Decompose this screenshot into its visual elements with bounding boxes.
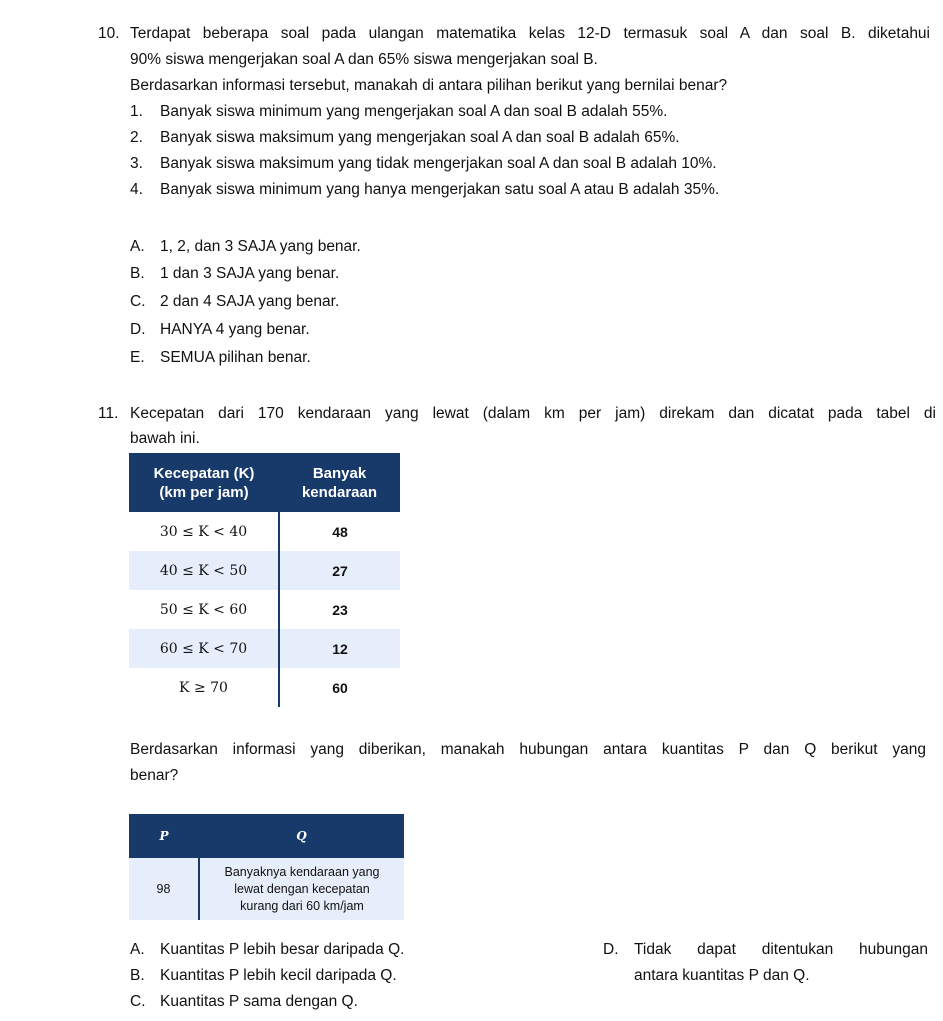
q10-statement: Banyak siswa maksimum yang mengerjakan soal A dan soal B adalah 65%.	[160, 129, 680, 146]
q10-statement-number: 4.	[130, 181, 143, 198]
q-description-line-3: kurang dari 60 km/jam	[240, 898, 364, 913]
q10-statement-number: 1.	[130, 103, 143, 120]
q11-option-b[interactable]: Kuantitas P lebih kecil daripada Q.	[160, 967, 397, 984]
q10-option-c[interactable]: 2 dan 4 SAJA yang benar.	[160, 293, 340, 310]
q10-option-letter: D.	[130, 321, 146, 338]
speed-header-line-2: (km per jam)	[159, 483, 249, 501]
q10-stem-line-2: 90% siswa mengerjakan soal A dan 65% siswa mengerjakan soal B.	[130, 51, 598, 68]
q-description-line-1: Banyaknya kendaraan yang	[224, 864, 380, 879]
table-row	[129, 668, 400, 707]
q11-option-letter: C.	[130, 993, 146, 1010]
vehicle-count-cell: 60	[332, 679, 348, 696]
p-value-cell: 98	[129, 858, 199, 920]
table-row	[129, 590, 400, 629]
q10-option-letter: A.	[130, 238, 145, 255]
vehicle-count-cell: 12	[279, 629, 400, 668]
q10-stem-line-3: Berdasarkan informasi tersebut, manakah di antara pilihan berikut yang bernilai benar?	[130, 77, 728, 94]
q11-stem-line-1: Kecepatan dari 170 kendaraan yang lewat (dalam km per jam) direkam dan dicatat pada tabel di	[130, 405, 936, 422]
speed-header-line-1: Kecepatan (K)	[153, 464, 255, 482]
table-row	[129, 858, 404, 920]
speed-range-cell: K ≥ 70	[129, 668, 279, 707]
table-row	[129, 512, 400, 551]
q10-stem-line-1: Terdapat beberapa soal pada ulangan matematika kelas 12-D termasuk soal A dan soal B. diketahui	[130, 25, 930, 42]
question-number-10: 10.	[98, 25, 120, 42]
q11-option-letter: D.	[603, 941, 619, 958]
q11-option-c[interactable]: Kuantitas P sama dengan Q.	[160, 993, 358, 1010]
q10-statement: Banyak siswa maksimum yang tidak mengerjakan soal A dan soal B adalah 10%.	[160, 155, 717, 172]
count-header-line-2: kendaraan	[301, 483, 378, 501]
q10-option-d[interactable]: HANYA 4 yang benar.	[160, 321, 310, 338]
q10-option-e[interactable]: SEMUA pilihan benar.	[160, 349, 311, 366]
q10-option-letter: B.	[130, 265, 145, 282]
vehicle-count-cell: 27	[279, 551, 400, 590]
count-column-header	[279, 453, 400, 512]
q10-statement: Banyak siswa minimum yang mengerjakan soal A dan soal B adalah 55%.	[160, 103, 668, 120]
speed-table	[129, 453, 400, 707]
table-row	[129, 629, 400, 668]
q10-option-letter: C.	[130, 293, 146, 310]
speed-range-cell: 50 ≤ K < 60	[129, 590, 279, 629]
q11-option-letter: B.	[130, 967, 145, 984]
speed-column-header	[129, 453, 279, 512]
q11-option-d-continued[interactable]: antara kuantitas P dan Q.	[634, 967, 810, 984]
q11-question-line-2: benar?	[130, 767, 179, 784]
p-column-header: P	[129, 814, 199, 858]
q10-statement: Banyak siswa minimum yang hanya mengerjakan satu soal A atau B adalah 35%.	[160, 181, 720, 198]
q10-statement-number: 2.	[130, 129, 143, 146]
question-number-11: 11.	[98, 405, 119, 422]
q10-statement-number: 3.	[130, 155, 143, 172]
q-column-header: Q	[199, 814, 404, 858]
q11-question-line-1: Berdasarkan informasi yang diberikan, manakah hubungan antara kuantitas P dan Q berikut yang	[130, 741, 926, 758]
q-description-line-2: lewat dengan kecepatan	[234, 881, 370, 896]
pq-comparison-table	[129, 814, 404, 920]
q-description-cell	[199, 858, 404, 920]
q11-option-d[interactable]: Tidak dapat ditentukan hubungan	[634, 941, 928, 958]
speed-range-cell: 40 ≤ K < 50	[129, 551, 279, 590]
vehicle-count-cell: 48	[332, 523, 348, 540]
q10-option-b[interactable]: 1 dan 3 SAJA yang benar.	[160, 265, 340, 282]
vehicle-count-cell: 23	[332, 601, 348, 618]
count-header-line-1: Banyak	[312, 464, 367, 482]
speed-range-cell: 60 ≤ K < 70	[129, 629, 279, 668]
speed-range-cell: 30 ≤ K < 40	[129, 512, 279, 551]
q10-option-letter: E.	[130, 349, 145, 366]
q11-option-letter: A.	[130, 941, 145, 958]
table-row	[129, 551, 400, 590]
q11-stem-line-2: bawah ini.	[130, 430, 200, 447]
q10-option-a[interactable]: 1, 2, dan 3 SAJA yang benar.	[160, 238, 361, 255]
q11-option-a[interactable]: Kuantitas P lebih besar daripada Q.	[160, 941, 405, 958]
